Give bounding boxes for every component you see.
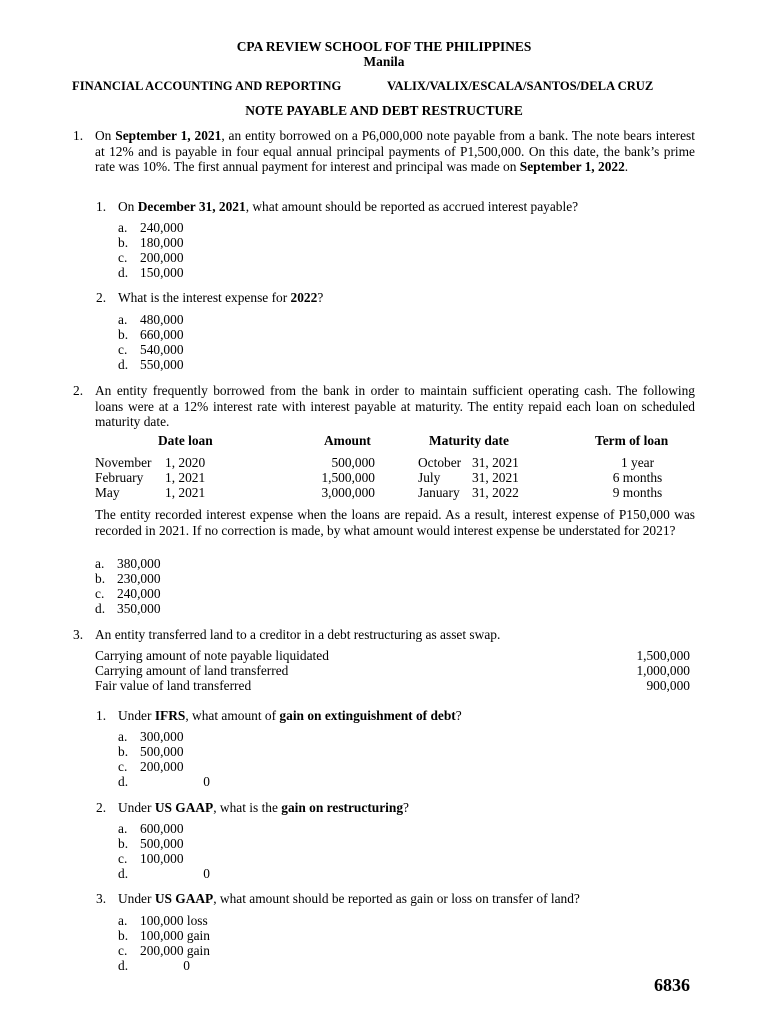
problem-1-text: On September 1, 2021, an entity borrowed on a P6,000,000 note payable from a bank. The note bears interest at 12% and is payable in four equal annual principal payments of P1,500,000. On this date, the bank’s prime rate was 10%. The first annual payment for interest and principal was made on September 1, 2022. [95, 128, 695, 174]
problem-3-q3-options [118, 913, 260, 973]
option-c: c. 200,000 [118, 759, 184, 774]
col-term: Term of loan [595, 433, 669, 448]
subject-title: FINANCIAL ACCOUNTING AND REPORTING [72, 79, 342, 93]
option-b: b. 180,000 [118, 235, 184, 250]
option-a: a. 480,000 [118, 312, 184, 327]
asset-swap-item: Fair value of land transferred 900,000 [95, 678, 690, 693]
problem-3-q2-number: 2. [96, 800, 107, 815]
problem-1-q2-number: 2. [96, 290, 107, 305]
page-code: 6836 [654, 975, 690, 995]
problem-1-q1-text: On December 31, 2021, what amount should be reported as accrued interest payable? [118, 199, 579, 214]
problem-2-text: An entity frequently borrowed from the bank in order to maintain sufficient operating cash. The following loans were at a 12% interest rate with interest payable at maturity. The entity repaid each loan on scheduled maturity date. [95, 383, 695, 429]
asset-swap-item: Carrying amount of note payable liquidated 1,500,000 [95, 648, 690, 663]
problem-1-q2-text: What is the interest expense for 2022? [118, 290, 324, 305]
option-b: b. 660,000 [118, 327, 184, 342]
col-date-loan: Date loan [158, 433, 213, 448]
problem-1-q2-options [118, 312, 200, 372]
option-b: b. 500,000 [118, 744, 184, 759]
loan-row: November 1, 2020 500,000 October 31, 2021 1 year [95, 455, 655, 470]
loan-row: February 1, 2021 1,500,000 July 31, 2021 6 months [95, 470, 663, 485]
option-d: d. 0 [118, 866, 210, 881]
option-b: b. 230,000 [95, 571, 161, 586]
loan-table-header [95, 433, 695, 448]
problem-3-q1-options [118, 729, 210, 789]
asset-swap-item: Carrying amount of land transferred 1,000,000 [95, 663, 690, 678]
problem-3-q3-text: Under US GAAP, what amount should be reported as gain or loss on transfer of land? [118, 891, 580, 906]
option-a: a. 600,000 [118, 821, 184, 836]
problem-3-text: An entity transferred land to a creditor in a debt restructuring as asset swap. [95, 627, 501, 642]
option-a: a. 380,000 [95, 556, 161, 571]
loan-row: May 1, 2021 3,000,000 January 31, 2022 9 months [95, 485, 663, 500]
option-d: d. 0 [118, 958, 190, 973]
col-amount: Amount [324, 433, 371, 448]
problem-2-question: The entity recorded interest expense when the loans are repaid. As a result, interest expense of P150,000 was recorded in 2021. If no correction is made, by what amount would interest expense be understated for 2021? [95, 507, 695, 538]
authors: VALIX/VALIX/ESCALA/SANTOS/DELA CRUZ [387, 79, 654, 93]
problem-3-q1-text: Under IFRS, what amount of gain on extinguishment of debt? [118, 708, 462, 723]
option-c: c. 240,000 [95, 586, 161, 601]
option-c: c. 540,000 [118, 342, 184, 357]
option-a: a. 300,000 [118, 729, 184, 744]
option-c: c. 100,000 [118, 851, 184, 866]
problem-1-q1-options [118, 220, 200, 280]
option-c: c. 200,000 gain [118, 943, 210, 958]
option-d: d. 350,000 [95, 601, 161, 616]
option-b: b. 100,000 gain [118, 928, 210, 943]
problem-1-number: 1. [73, 128, 84, 143]
option-c: c. 200,000 [118, 250, 184, 265]
option-d: d. 0 [118, 774, 210, 789]
option-b: b. 500,000 [118, 836, 184, 851]
option-a: a. 240,000 [118, 220, 184, 235]
option-a: a. 100,000 loss [118, 913, 208, 928]
col-maturity-date: Maturity date [429, 433, 509, 448]
problem-3-q1-number: 1. [96, 708, 107, 723]
problem-2-number: 2. [73, 383, 84, 398]
problem-3-q2-text: Under US GAAP, what is the gain on restructuring? [118, 800, 409, 815]
school-title: CPA REVIEW SCHOOL FOF THE PHILIPPINES [236, 39, 532, 54]
problem-3-q3-number: 3. [96, 891, 107, 906]
option-d: d. 150,000 [118, 265, 184, 280]
problem-3-number: 3. [73, 627, 84, 642]
school-city: Manila [363, 54, 405, 69]
problem-3-q2-options [118, 821, 210, 881]
topic-title: NOTE PAYABLE AND DEBT RESTRUCTURE [245, 103, 523, 118]
problem-2-options [95, 556, 177, 616]
problem-1-q1-number: 1. [96, 199, 107, 214]
option-d: d. 550,000 [118, 357, 184, 372]
